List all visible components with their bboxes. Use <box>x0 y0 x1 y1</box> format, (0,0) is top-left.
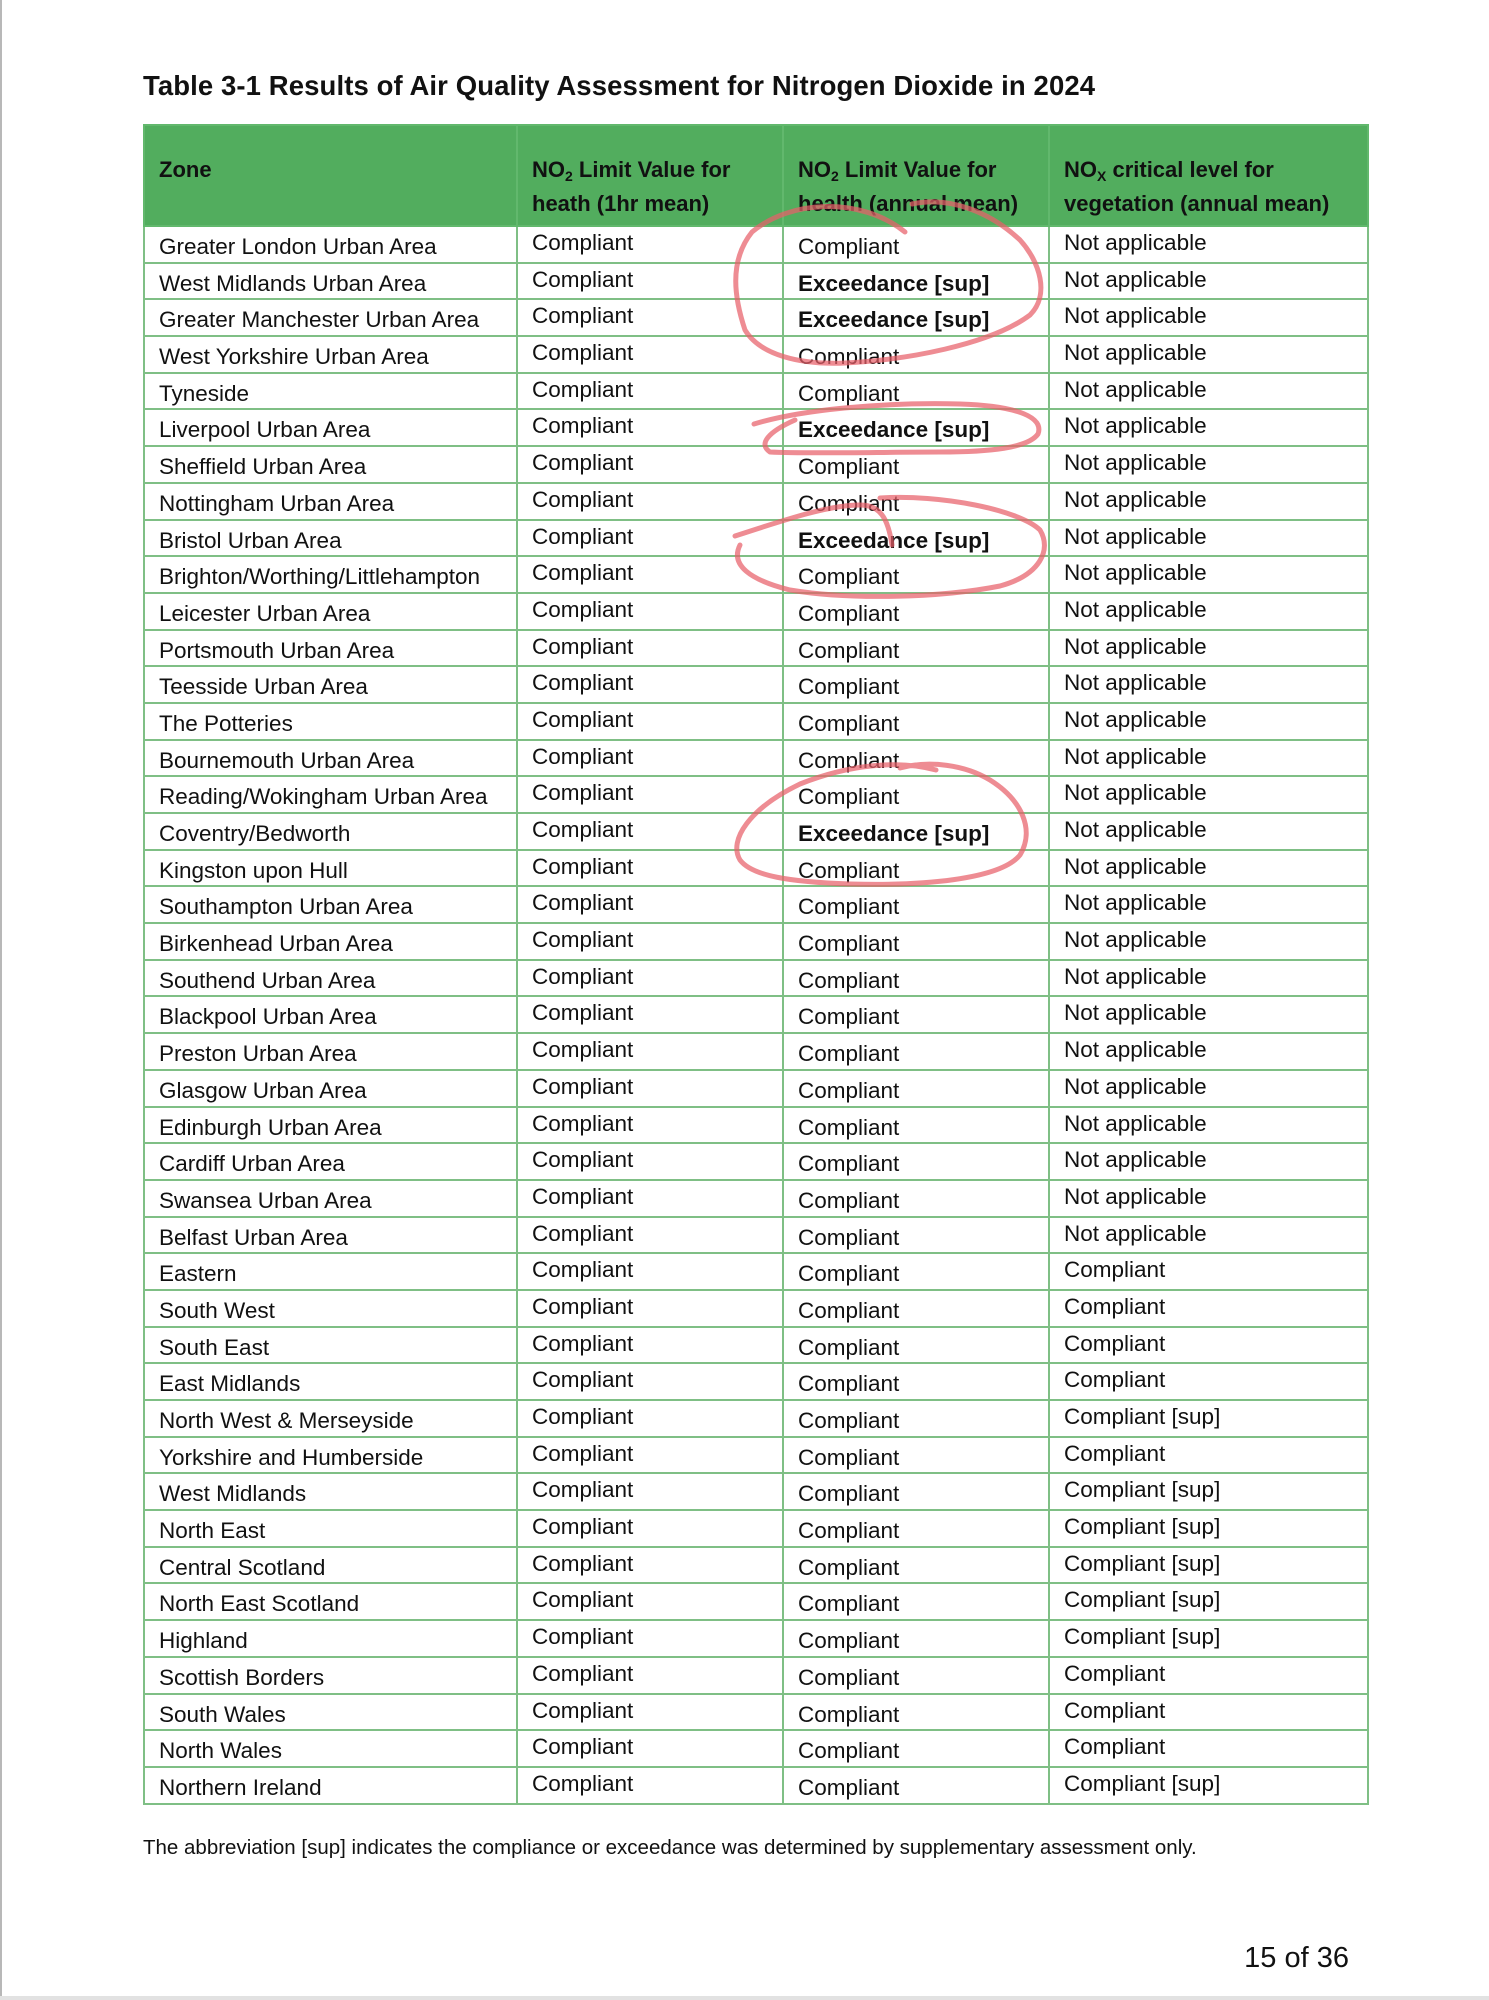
cell-zone: Birkenhead Urban Area <box>144 923 517 960</box>
header-subscript: X <box>1097 168 1107 184</box>
cell-no2-1hr: Compliant <box>517 703 783 740</box>
cell-nox-vegetation: Not applicable <box>1049 263 1368 300</box>
header-text: critical level for vegetation (annual mean) <box>1064 157 1330 216</box>
cell-no2-1hr: Compliant <box>517 813 783 850</box>
cell-no2-1hr: Compliant <box>517 520 783 557</box>
column-header-no2-1hr <box>517 125 783 226</box>
cell-no2-annual: Compliant <box>783 1253 1049 1290</box>
cell-zone: Swansea Urban Area <box>144 1180 517 1217</box>
cell-nox-vegetation: Compliant <box>1049 1290 1368 1327</box>
cell-no2-1hr: Compliant <box>517 1583 783 1620</box>
cell-no2-annual: Compliant <box>783 1694 1049 1731</box>
cell-no2-annual: Compliant <box>783 1730 1049 1767</box>
cell-no2-1hr: Compliant <box>517 1107 783 1144</box>
cell-no2-annual: Compliant <box>783 1620 1049 1657</box>
cell-nox-vegetation: Compliant [sup] <box>1049 1583 1368 1620</box>
cell-no2-annual: Compliant <box>783 226 1049 263</box>
cell-no2-1hr: Compliant <box>517 1327 783 1364</box>
cell-no2-1hr: Compliant <box>517 1694 783 1731</box>
cell-no2-1hr: Compliant <box>517 1217 783 1254</box>
table-row <box>144 483 1368 520</box>
cell-no2-1hr: Compliant <box>517 593 783 630</box>
cell-nox-vegetation: Not applicable <box>1049 740 1368 777</box>
cell-no2-annual: Compliant <box>783 1327 1049 1364</box>
table-row <box>144 886 1368 923</box>
table-row <box>144 1290 1368 1327</box>
cell-no2-annual: Compliant <box>783 960 1049 997</box>
cell-no2-1hr: Compliant <box>517 1253 783 1290</box>
table-row <box>144 960 1368 997</box>
cell-zone: Liverpool Urban Area <box>144 409 517 446</box>
cell-no2-annual: Compliant <box>783 1070 1049 1107</box>
cell-no2-1hr: Compliant <box>517 263 783 300</box>
cell-no2-1hr: Compliant <box>517 996 783 1033</box>
table-row <box>144 666 1368 703</box>
cell-nox-vegetation: Compliant <box>1049 1327 1368 1364</box>
table-row <box>144 1327 1368 1364</box>
table-row <box>144 1217 1368 1254</box>
cell-no2-1hr: Compliant <box>517 1180 783 1217</box>
cell-nox-vegetation: Compliant <box>1049 1694 1368 1731</box>
cell-nox-vegetation: Not applicable <box>1049 630 1368 667</box>
cell-no2-1hr: Compliant <box>517 483 783 520</box>
table-row <box>144 1253 1368 1290</box>
cell-no2-annual: Exceedance [sup] <box>783 409 1049 446</box>
table-row <box>144 1510 1368 1547</box>
cell-no2-annual: Compliant <box>783 1290 1049 1327</box>
cell-nox-vegetation: Not applicable <box>1049 666 1368 703</box>
cell-zone: South West <box>144 1290 517 1327</box>
cell-no2-annual: Compliant <box>783 1437 1049 1474</box>
table-row <box>144 226 1368 263</box>
table-row <box>144 299 1368 336</box>
table-row <box>144 1583 1368 1620</box>
cell-nox-vegetation: Not applicable <box>1049 336 1368 373</box>
cell-nox-vegetation: Compliant [sup] <box>1049 1767 1368 1804</box>
table-row <box>144 996 1368 1033</box>
cell-nox-vegetation: Compliant [sup] <box>1049 1620 1368 1657</box>
header-text: NO <box>532 157 565 182</box>
column-header-nox-vegetation <box>1049 125 1368 226</box>
table-row <box>144 776 1368 813</box>
table-row <box>144 556 1368 593</box>
column-header-zone <box>144 125 517 226</box>
cell-nox-vegetation: Not applicable <box>1049 960 1368 997</box>
table-row <box>144 1547 1368 1584</box>
cell-nox-vegetation: Not applicable <box>1049 996 1368 1033</box>
cell-zone: West Midlands <box>144 1473 517 1510</box>
cell-no2-annual: Compliant <box>783 483 1049 520</box>
cell-zone: Scottish Borders <box>144 1657 517 1694</box>
cell-zone: North East Scotland <box>144 1583 517 1620</box>
cell-no2-1hr: Compliant <box>517 299 783 336</box>
cell-nox-vegetation: Not applicable <box>1049 923 1368 960</box>
table-row <box>144 1400 1368 1437</box>
cell-no2-1hr: Compliant <box>517 1547 783 1584</box>
cell-nox-vegetation: Not applicable <box>1049 703 1368 740</box>
cell-zone: North Wales <box>144 1730 517 1767</box>
cell-no2-1hr: Compliant <box>517 1657 783 1694</box>
cell-zone: Kingston upon Hull <box>144 850 517 887</box>
table-row <box>144 850 1368 887</box>
cell-no2-1hr: Compliant <box>517 960 783 997</box>
header-subscript: 2 <box>831 168 839 184</box>
cell-no2-annual: Compliant <box>783 446 1049 483</box>
header-text: Zone <box>159 157 212 182</box>
cell-no2-1hr: Compliant <box>517 1070 783 1107</box>
table-row <box>144 1107 1368 1144</box>
table-row <box>144 1143 1368 1180</box>
cell-no2-1hr: Compliant <box>517 1363 783 1400</box>
results-table <box>143 124 1369 1805</box>
cell-zone: Nottingham Urban Area <box>144 483 517 520</box>
table-row <box>144 703 1368 740</box>
cell-no2-annual: Compliant <box>783 776 1049 813</box>
cell-zone: Tyneside <box>144 373 517 410</box>
cell-zone: South East <box>144 1327 517 1364</box>
table-row <box>144 1620 1368 1657</box>
table-header-row <box>144 125 1368 226</box>
cell-nox-vegetation: Compliant <box>1049 1730 1368 1767</box>
table-row <box>144 813 1368 850</box>
cell-zone: Bournemouth Urban Area <box>144 740 517 777</box>
cell-zone: Yorkshire and Humberside <box>144 1437 517 1474</box>
cell-no2-annual: Compliant <box>783 666 1049 703</box>
cell-no2-1hr: Compliant <box>517 409 783 446</box>
header-text: Limit Value for health (annual mean) <box>798 157 1019 216</box>
cell-no2-annual: Compliant <box>783 703 1049 740</box>
cell-no2-annual: Compliant <box>783 373 1049 410</box>
cell-no2-annual: Compliant <box>783 1107 1049 1144</box>
cell-no2-1hr: Compliant <box>517 1437 783 1474</box>
cell-zone: Northern Ireland <box>144 1767 517 1804</box>
cell-zone: Blackpool Urban Area <box>144 996 517 1033</box>
cell-no2-annual: Compliant <box>783 556 1049 593</box>
cell-zone: Southampton Urban Area <box>144 886 517 923</box>
cell-zone: Glasgow Urban Area <box>144 1070 517 1107</box>
cell-nox-vegetation: Not applicable <box>1049 1070 1368 1107</box>
table-row <box>144 1767 1368 1804</box>
cell-nox-vegetation: Not applicable <box>1049 1033 1368 1070</box>
cell-zone: West Midlands Urban Area <box>144 263 517 300</box>
cell-no2-annual: Exceedance [sup] <box>783 813 1049 850</box>
cell-no2-annual: Compliant <box>783 1510 1049 1547</box>
cell-nox-vegetation: Not applicable <box>1049 226 1368 263</box>
cell-no2-annual: Exceedance [sup] <box>783 299 1049 336</box>
cell-zone: Belfast Urban Area <box>144 1217 517 1254</box>
table-row <box>144 1033 1368 1070</box>
cell-no2-annual: Compliant <box>783 886 1049 923</box>
cell-no2-1hr: Compliant <box>517 1730 783 1767</box>
cell-no2-annual: Exceedance [sup] <box>783 263 1049 300</box>
cell-zone: Eastern <box>144 1253 517 1290</box>
cell-no2-1hr: Compliant <box>517 1510 783 1547</box>
cell-nox-vegetation: Not applicable <box>1049 409 1368 446</box>
cell-nox-vegetation: Compliant <box>1049 1253 1368 1290</box>
page-left-edge <box>0 0 2 2000</box>
cell-no2-1hr: Compliant <box>517 1473 783 1510</box>
cell-zone: Central Scotland <box>144 1547 517 1584</box>
table-row <box>144 520 1368 557</box>
cell-no2-annual: Compliant <box>783 850 1049 887</box>
cell-nox-vegetation: Not applicable <box>1049 1217 1368 1254</box>
cell-no2-1hr: Compliant <box>517 1767 783 1804</box>
table-row <box>144 1437 1368 1474</box>
cell-no2-annual: Compliant <box>783 1033 1049 1070</box>
cell-nox-vegetation: Compliant [sup] <box>1049 1473 1368 1510</box>
cell-no2-annual: Compliant <box>783 1473 1049 1510</box>
cell-no2-annual: Exceedance [sup] <box>783 520 1049 557</box>
cell-nox-vegetation: Compliant [sup] <box>1049 1547 1368 1584</box>
cell-no2-annual: Compliant <box>783 1143 1049 1180</box>
cell-nox-vegetation: Compliant <box>1049 1657 1368 1694</box>
header-text: Limit Value for heath (1hr mean) <box>532 157 731 216</box>
page-bottom-edge <box>0 1996 1489 2000</box>
cell-nox-vegetation: Not applicable <box>1049 483 1368 520</box>
cell-no2-annual: Compliant <box>783 336 1049 373</box>
cell-no2-annual: Compliant <box>783 1363 1049 1400</box>
table-row <box>144 373 1368 410</box>
page-number: 15 of 36 <box>1244 1942 1349 1974</box>
cell-zone: Highland <box>144 1620 517 1657</box>
header-subscript: 2 <box>565 168 573 184</box>
cell-no2-1hr: Compliant <box>517 1033 783 1070</box>
cell-nox-vegetation: Not applicable <box>1049 776 1368 813</box>
table-row <box>144 630 1368 667</box>
cell-nox-vegetation: Not applicable <box>1049 1143 1368 1180</box>
cell-no2-annual: Compliant <box>783 740 1049 777</box>
cell-no2-annual: Compliant <box>783 1767 1049 1804</box>
table-row <box>144 1694 1368 1731</box>
cell-no2-annual: Compliant <box>783 593 1049 630</box>
table-row <box>144 593 1368 630</box>
cell-no2-1hr: Compliant <box>517 226 783 263</box>
cell-zone: Cardiff Urban Area <box>144 1143 517 1180</box>
table-row <box>144 263 1368 300</box>
cell-no2-1hr: Compliant <box>517 776 783 813</box>
cell-zone: Reading/Wokingham Urban Area <box>144 776 517 813</box>
table-row <box>144 1473 1368 1510</box>
table-row <box>144 1180 1368 1217</box>
cell-no2-1hr: Compliant <box>517 373 783 410</box>
footnote: The abbreviation [sup] indicates the compliance or exceedance was determined by supplementary assessment only. <box>143 1836 1197 1859</box>
cell-no2-annual: Compliant <box>783 1400 1049 1437</box>
cell-nox-vegetation: Not applicable <box>1049 1107 1368 1144</box>
cell-no2-1hr: Compliant <box>517 556 783 593</box>
cell-no2-1hr: Compliant <box>517 336 783 373</box>
header-text: NO <box>1064 157 1097 182</box>
cell-nox-vegetation: Compliant [sup] <box>1049 1510 1368 1547</box>
cell-nox-vegetation: Not applicable <box>1049 520 1368 557</box>
cell-nox-vegetation: Not applicable <box>1049 373 1368 410</box>
cell-no2-1hr: Compliant <box>517 1620 783 1657</box>
cell-zone: Portsmouth Urban Area <box>144 630 517 667</box>
cell-nox-vegetation: Compliant <box>1049 1363 1368 1400</box>
cell-zone: Brighton/Worthing/Littlehampton <box>144 556 517 593</box>
table-row <box>144 1363 1368 1400</box>
table-row <box>144 740 1368 777</box>
cell-nox-vegetation: Not applicable <box>1049 850 1368 887</box>
cell-nox-vegetation: Not applicable <box>1049 886 1368 923</box>
table-row <box>144 409 1368 446</box>
cell-no2-annual: Compliant <box>783 996 1049 1033</box>
cell-no2-annual: Compliant <box>783 1217 1049 1254</box>
header-text: NO <box>798 157 831 182</box>
cell-nox-vegetation: Not applicable <box>1049 446 1368 483</box>
table-row <box>144 1730 1368 1767</box>
cell-zone: South Wales <box>144 1694 517 1731</box>
cell-no2-annual: Compliant <box>783 1583 1049 1620</box>
cell-zone: Southend Urban Area <box>144 960 517 997</box>
cell-no2-1hr: Compliant <box>517 1400 783 1437</box>
cell-zone: Preston Urban Area <box>144 1033 517 1070</box>
cell-zone: Greater Manchester Urban Area <box>144 299 517 336</box>
cell-no2-1hr: Compliant <box>517 446 783 483</box>
cell-no2-1hr: Compliant <box>517 630 783 667</box>
cell-zone: North East <box>144 1510 517 1547</box>
cell-nox-vegetation: Compliant [sup] <box>1049 1400 1368 1437</box>
cell-zone: Sheffield Urban Area <box>144 446 517 483</box>
cell-nox-vegetation: Not applicable <box>1049 1180 1368 1217</box>
cell-zone: The Potteries <box>144 703 517 740</box>
cell-zone: Edinburgh Urban Area <box>144 1107 517 1144</box>
cell-nox-vegetation: Not applicable <box>1049 556 1368 593</box>
table-title: Table 3-1 Results of Air Quality Assessment for Nitrogen Dioxide in 2024 <box>143 70 1096 101</box>
cell-no2-1hr: Compliant <box>517 1143 783 1180</box>
cell-no2-annual: Compliant <box>783 1657 1049 1694</box>
cell-zone: Teesside Urban Area <box>144 666 517 703</box>
cell-nox-vegetation: Not applicable <box>1049 813 1368 850</box>
cell-no2-annual: Compliant <box>783 1180 1049 1217</box>
cell-no2-1hr: Compliant <box>517 740 783 777</box>
cell-no2-annual: Compliant <box>783 630 1049 667</box>
cell-no2-1hr: Compliant <box>517 850 783 887</box>
column-header-no2-annual <box>783 125 1049 226</box>
cell-nox-vegetation: Not applicable <box>1049 593 1368 630</box>
cell-zone: Bristol Urban Area <box>144 520 517 557</box>
table-row <box>144 1070 1368 1107</box>
table-row <box>144 923 1368 960</box>
cell-no2-annual: Compliant <box>783 923 1049 960</box>
cell-nox-vegetation: Compliant <box>1049 1437 1368 1474</box>
table-row <box>144 446 1368 483</box>
cell-zone: North West & Merseyside <box>144 1400 517 1437</box>
cell-zone: East Midlands <box>144 1363 517 1400</box>
cell-zone: Leicester Urban Area <box>144 593 517 630</box>
cell-zone: West Yorkshire Urban Area <box>144 336 517 373</box>
cell-no2-1hr: Compliant <box>517 666 783 703</box>
cell-no2-1hr: Compliant <box>517 1290 783 1327</box>
cell-no2-1hr: Compliant <box>517 886 783 923</box>
cell-zone: Coventry/Bedworth <box>144 813 517 850</box>
cell-no2-1hr: Compliant <box>517 923 783 960</box>
cell-zone: Greater London Urban Area <box>144 226 517 263</box>
table-row <box>144 1657 1368 1694</box>
table-row <box>144 336 1368 373</box>
cell-no2-annual: Compliant <box>783 1547 1049 1584</box>
cell-nox-vegetation: Not applicable <box>1049 299 1368 336</box>
